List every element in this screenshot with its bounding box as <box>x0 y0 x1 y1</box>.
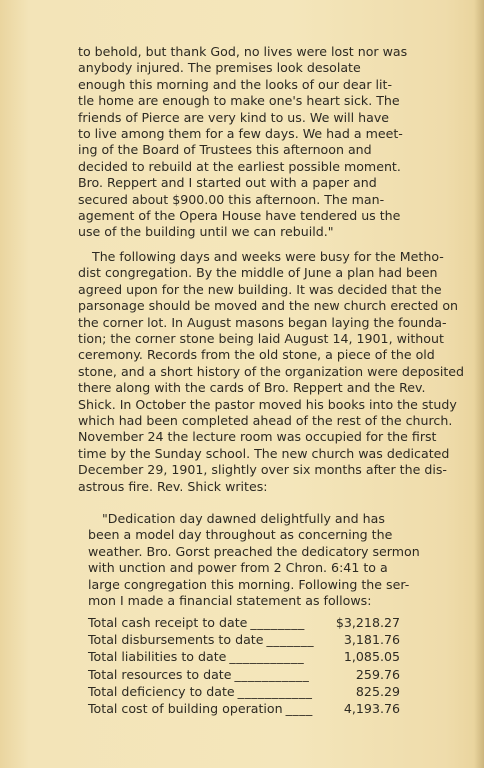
financial-statement <box>88 614 400 717</box>
text-line: friends of Pierce are very kind to us. We will have <box>78 109 390 125</box>
financial-value: $3,218.27 <box>335 615 400 630</box>
text-line: agreed upon for the new building. It was decided that the <box>78 281 442 297</box>
leader-dashes: ________ <box>250 615 305 630</box>
text-line: The following days and weeks were busy for the Metho- <box>92 249 444 264</box>
leader-dashes: ___________ <box>237 683 313 699</box>
financial-row <box>88 700 400 717</box>
text-line: weather. Bro. Gorst preached the dedicatory sermon <box>88 543 420 559</box>
financial-row <box>88 666 400 683</box>
text-line: which had been completed ahead of the rest of the church. <box>78 413 453 429</box>
text-line: mon I made a financial statement as follows: <box>88 593 372 609</box>
text-line: dist congregation. By the middle of June a plan had been <box>78 265 438 281</box>
financial-row <box>88 614 400 631</box>
text-line: been a model day throughout as concerning the <box>88 527 393 543</box>
financial-value: 3,181.76 <box>343 632 400 648</box>
text-line: parsonage should be moved and the new church erected on <box>78 298 459 314</box>
text-line: with unction and power from 2 Chron. 6:41 to a <box>88 560 388 576</box>
text-line: astrous fire. Rev. Shick writes: <box>78 478 268 494</box>
text-line: time by the Sunday school. The new church was dedicated <box>78 445 450 461</box>
text-line: decided to rebuild at the earliest possible moment. <box>78 158 401 174</box>
text-line: ceremony. Records from the old stone, a piece of the old <box>78 347 435 363</box>
leader-dashes: _______ <box>266 632 315 648</box>
leader-dashes: ____ <box>285 701 313 717</box>
financial-label: Total cash receipt to date <box>88 615 248 630</box>
financial-row <box>88 648 400 665</box>
financial-label: Total disbursements to date <box>88 632 264 648</box>
financial-value: 259.76 <box>355 666 400 682</box>
text-line: to behold, but thank God, no lives were lost nor was <box>78 44 408 59</box>
financial-label: Total resources to date <box>88 666 232 682</box>
text-line: secured about $900.00 this afternoon. The man- <box>78 191 385 207</box>
leader-dashes: ___________ <box>234 666 310 682</box>
leader-dashes: ___________ <box>229 649 305 665</box>
paragraph-continued-quote <box>78 44 408 241</box>
text-line: large congregation this morning. Following the ser- <box>88 576 410 592</box>
financial-value: 825.29 <box>355 683 400 699</box>
text-line: tle home are enough to make one's heart sick. The <box>78 93 400 109</box>
financial-value: 4,193.76 <box>343 701 400 717</box>
text-line: the corner lot. In August masons began laying the founda- <box>78 314 447 330</box>
financial-value: 1,085.05 <box>343 649 400 665</box>
text-line: Bro. Reppert and I started out with a paper and <box>78 175 377 191</box>
financial-label: Total deficiency to date <box>88 683 235 699</box>
text-line: there along with the cards of Bro. Reppert and the Rev. <box>78 380 426 396</box>
text-line: December 29, 1901, slightly over six months after the dis- <box>78 462 447 478</box>
financial-row <box>88 631 400 648</box>
financial-label: Total cost of building operation <box>88 701 283 717</box>
text-line: anybody injured. The premises look desolate <box>78 60 361 76</box>
text-line: November 24 the lecture room was occupied for the first <box>78 429 437 445</box>
text-line: stone, and a short history of the organization were deposited <box>78 363 465 379</box>
text-line: Shick. In October the pastor moved his books into the study <box>78 396 457 412</box>
financial-row <box>88 683 400 700</box>
text-line: ing of the Board of Trustees this afternoon and <box>78 142 372 158</box>
financial-label: Total liabilities to date <box>88 649 227 665</box>
page-edge-shadow <box>474 0 484 768</box>
text-line: agement of the Opera House have tendered us the <box>78 208 401 224</box>
text-line: enough this morning and the looks of our dear lit- <box>78 76 393 92</box>
text-line: use of the building until we can rebuild." <box>78 224 334 240</box>
text-line: tion; the corner stone being laid August 14, 1901, without <box>78 331 444 347</box>
paragraph-church-rebuild <box>78 249 465 495</box>
dedication-quote <box>88 511 420 609</box>
text-line: to live among them for a few days. We had a meet- <box>78 126 403 142</box>
text-line: "Dedication day dawned delightfully and has <box>102 511 385 526</box>
